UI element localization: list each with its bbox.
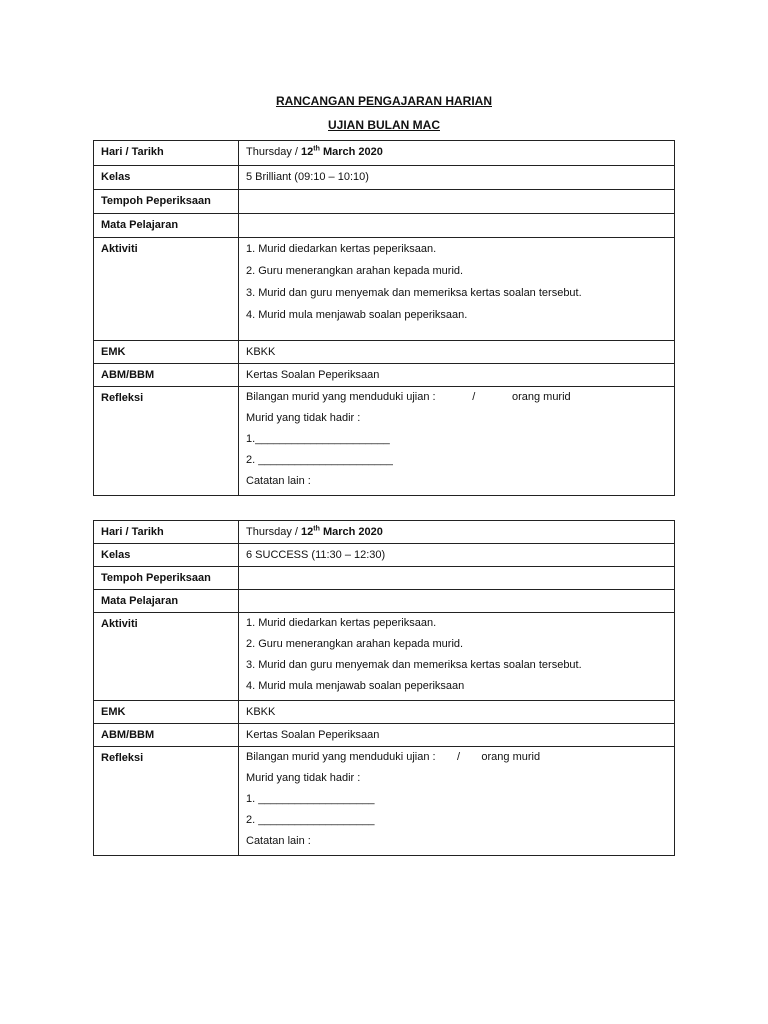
refleksi-block: [246, 747, 674, 855]
aktiviti-item: 4. Murid mula menjawab soalan peperiksaan: [246, 680, 465, 692]
document-subtitle: UJIAN BULAN MAC: [328, 118, 440, 132]
aktiviti-item: 3. Murid dan guru menyemak dan memeriksa kertas soalan tersebut.: [246, 659, 582, 671]
aktiviti-item: 3. Murid dan guru menyemak dan memeriksa kertas soalan tersebut.: [246, 287, 582, 299]
label-refleksi: Refleksi: [101, 392, 144, 404]
label-abm-bbm: ABM/BBM: [101, 729, 155, 741]
label-refleksi: Refleksi: [101, 752, 144, 764]
label-hari-tarikh: Hari / Tarikh: [101, 146, 164, 158]
refleksi-bilangan: Bilangan murid yang menduduki ujian : / orang murid: [246, 751, 541, 763]
refleksi-line-2: 2. ______________________: [246, 454, 393, 466]
refleksi-line-1: 1. ___________________: [246, 793, 375, 805]
refleksi-catatan: Catatan lain :: [246, 475, 311, 487]
abm-bbm-value: Kertas Soalan Peperiksaan: [246, 369, 380, 381]
tempoh-value: [246, 190, 674, 197]
refleksi-line-1: 1.______________________: [246, 433, 390, 445]
aktiviti-list: [246, 613, 674, 700]
label-mata-pelajaran: Mata Pelajaran: [101, 219, 179, 231]
label-aktiviti: Aktiviti: [101, 618, 138, 630]
label-emk: EMK: [101, 706, 126, 718]
label-mata-pelajaran: Mata Pelajaran: [101, 595, 179, 607]
lesson-plan-table-1: [93, 140, 675, 496]
refleksi-line-2: 2. ___________________: [246, 814, 375, 826]
aktiviti-item: 1. Murid diedarkan kertas peperiksaan.: [246, 617, 437, 629]
tempoh-value: [246, 567, 674, 574]
label-tempoh: Tempoh Peperiksaan: [101, 195, 211, 207]
label-tempoh: Tempoh Peperiksaan: [101, 572, 211, 584]
mata-pelajaran-value: [246, 214, 674, 221]
label-aktiviti: Aktiviti: [101, 243, 138, 255]
refleksi-tidak-hadir: Murid yang tidak hadir :: [246, 412, 361, 424]
label-kelas: Kelas: [101, 549, 131, 561]
refleksi-catatan: Catatan lain :: [246, 835, 311, 847]
aktiviti-item: 2. Guru menerangkan arahan kepada murid.: [246, 265, 464, 277]
refleksi-block: [246, 387, 674, 495]
aktiviti-item: 4. Murid mula menjawab soalan peperiksaan.: [246, 309, 468, 321]
document-title: RANCANGAN PENGAJARAN HARIAN: [275, 94, 492, 108]
emk-value: KBKK: [246, 706, 276, 718]
refleksi-bilangan: Bilangan murid yang menduduki ujian : / orang murid: [246, 391, 571, 403]
label-hari-tarikh: Hari / Tarikh: [101, 526, 164, 538]
label-kelas: Kelas: [101, 171, 131, 183]
aktiviti-list: [246, 238, 674, 329]
label-emk: EMK: [101, 346, 126, 358]
date-value: Thursday / 12th March 2020: [246, 145, 383, 158]
kelas-value: 5 Brilliant (09:10 – 10:10): [246, 171, 369, 183]
label-abm-bbm: ABM/BBM: [101, 369, 155, 381]
mata-pelajaran-value: [246, 590, 674, 597]
lesson-plan-table-2: [93, 520, 675, 856]
date-value: Thursday / 12th March 2020: [246, 525, 383, 538]
aktiviti-item: 2. Guru menerangkan arahan kepada murid.: [246, 638, 464, 650]
aktiviti-item: 1. Murid diedarkan kertas peperiksaan.: [246, 243, 437, 255]
abm-bbm-value: Kertas Soalan Peperiksaan: [246, 729, 380, 741]
emk-value: KBKK: [246, 346, 276, 358]
kelas-value: 6 SUCCESS (11:30 – 12:30): [246, 549, 386, 561]
refleksi-tidak-hadir: Murid yang tidak hadir :: [246, 772, 361, 784]
